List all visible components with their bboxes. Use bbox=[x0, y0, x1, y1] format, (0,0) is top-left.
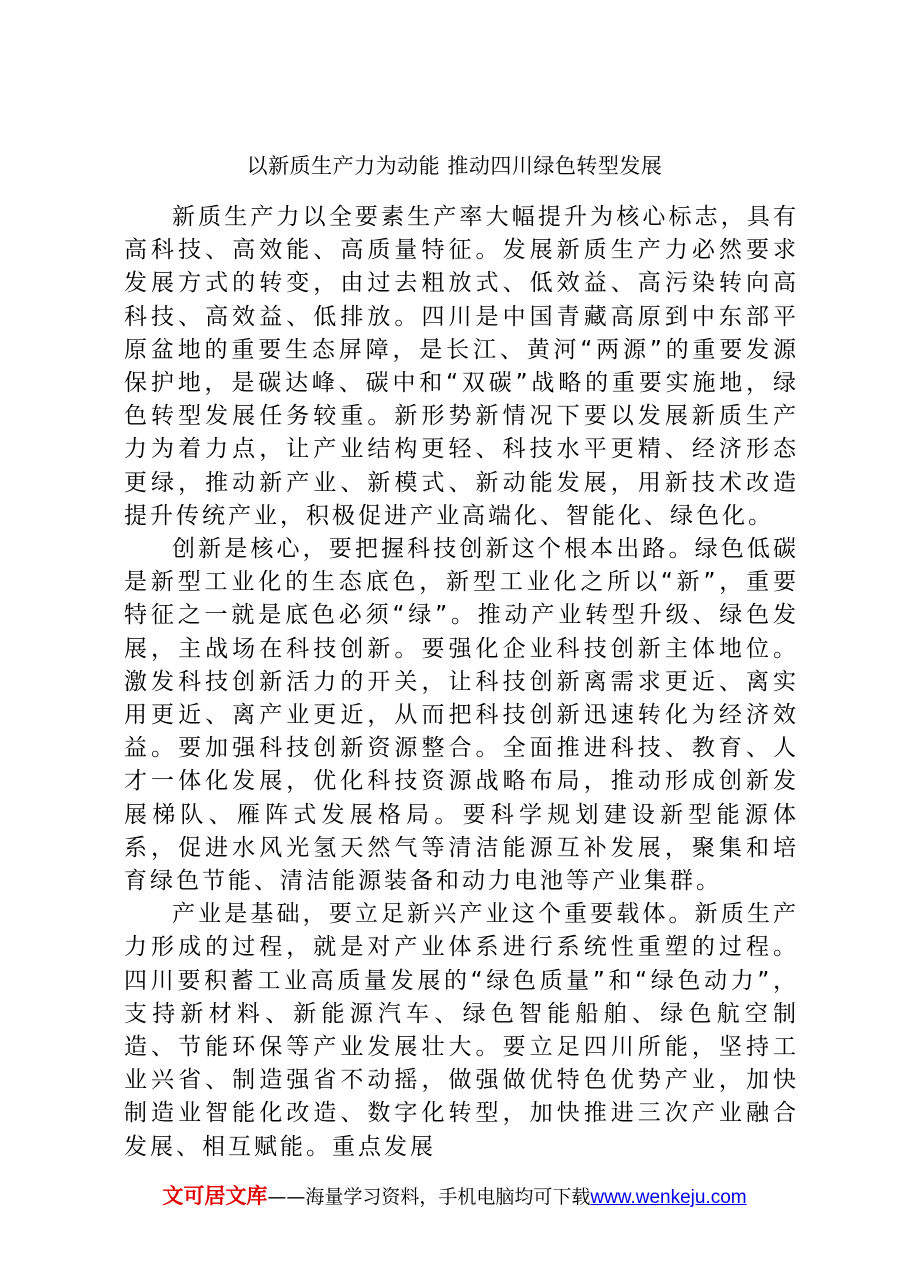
footer-slogan: ——海量学习资料，手机电脑均可下载 bbox=[267, 1186, 591, 1208]
paragraph-3: 产业是基础，要立足新兴产业这个重要载体。新质生产力形成的过程，就是对产业体系进行系统性重塑的过程。四川要积蓄工业高质量发展的“绿色质量”和“绿色动力”，支持新材料、新能源汽车、绿色智能船舶、绿色航空制造、节能环保等产业发展壮大。要立足四川所能，坚持工业兴省、制造强省不动摇，做强做优特色优势产业，加快制造业智能化改造、数字化转型，加快推进三次产业融合发展、相互赋能。重点发展 bbox=[124, 901, 799, 1160]
paragraph-1: 新质生产力以全要素生产率大幅提升为核心标志，具有高科技、高效能、高质量特征。发展新质生产力必然要求发展方式的转变，由过去粗放式、低效益、高污染转向高科技、高效益、低排放。四川是中国青藏高原到中东部平原盆地的重要生态屏障，是长江、黄河“两源”的重要发源保护地，是碳达峰、碳中和“双碳”战略的重要实施地，绿色转型发展任务较重。新形势新情况下要以发展新质生产力为着力点，让产业结构更轻、科技水平更精、经济形态更绿，推动新产业、新模式、新动能发展，用新技术改造提升传统产业，积极促进产业高端化、智能化、绿色化。 bbox=[124, 204, 799, 529]
footer-website-link[interactable]: www.wenkeju.com bbox=[590, 1187, 747, 1208]
footer-brand: 文可居文库 bbox=[162, 1184, 268, 1208]
paragraph-2: 创新是核心，要把握科技创新这个根本出路。绿色低碳是新型工业化的生态底色，新型工业化之所以“新”，重要特征之一就是底色必须“绿”。推动产业转型升级、绿色发展，主战场在科技创新。要强化企业科技创新主体地位。激发科技创新活力的开关，让科技创新离需求更近、离实用更近、离产业更近，从而把科技创新迅速转化为经济效益。要加强科技创新资源整合。全面推进科技、教育、人才一体化发展，优化科技资源战略布局，推动形成创新发展梯队、雁阵式发展格局。要科学规划建设新型能源体系，促进水风光氢天然气等清洁能源互补发展，聚集和培育绿色节能、清洁能源装备和动力电池等产业集群。 bbox=[124, 536, 799, 895]
document-body bbox=[124, 201, 799, 1164]
footer-banner bbox=[0, 1182, 909, 1212]
document-title: 以新质生产力为动能 推动四川绿色转型发展 bbox=[246, 154, 663, 178]
